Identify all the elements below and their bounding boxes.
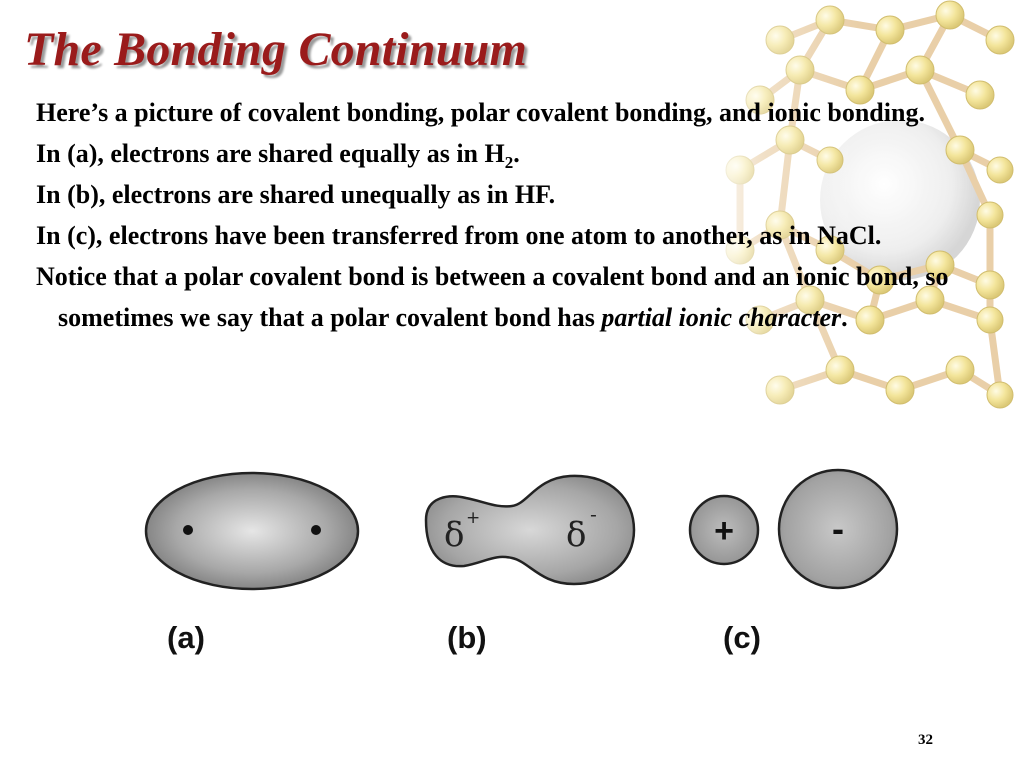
delta-plus-symbol: δ [444, 515, 465, 555]
paragraph-ionic: In (c), electrons have been transferred from one atom to another, as in NaCl. [36, 221, 882, 250]
paragraph-notice-text: Notice that a polar covalent bond is between a covalent bond and an ionic bond, so sometimes we say that a polar covalent bond has [36, 262, 949, 332]
subscript-2: 2 [504, 153, 514, 172]
label-c: (c) [723, 620, 761, 655]
paragraph-notice-end: . [841, 303, 848, 332]
label-b: (b) [447, 620, 487, 655]
anion-minus-sign: - [832, 508, 844, 549]
diagram-b-polar-covalent [426, 476, 634, 584]
diagram-c-ionic [690, 470, 897, 588]
cation-plus-sign: + [714, 512, 734, 550]
diagram-a-covalent [146, 473, 358, 589]
delta-minus-symbol: δ [566, 515, 587, 555]
delta-minus-sign: - [590, 504, 597, 526]
slide-number: 32 [918, 732, 933, 748]
paragraph-covalent-text: In (a), electrons are shared equally as in H [36, 139, 505, 168]
slide-title: The Bonding Continuum [24, 23, 528, 76]
paragraph-covalent-end: . [513, 139, 520, 168]
paragraph-intro: Here’s a picture of covalent bonding, polar covalent bonding, and ionic bonding. [36, 98, 925, 127]
paragraph-polar: In (b), electrons are shared unequally as in HF. [36, 180, 556, 209]
label-a: (a) [167, 620, 205, 655]
emphasis-partial-ionic: partial ionic character [601, 303, 842, 332]
delta-plus-sign: + [466, 508, 481, 528]
